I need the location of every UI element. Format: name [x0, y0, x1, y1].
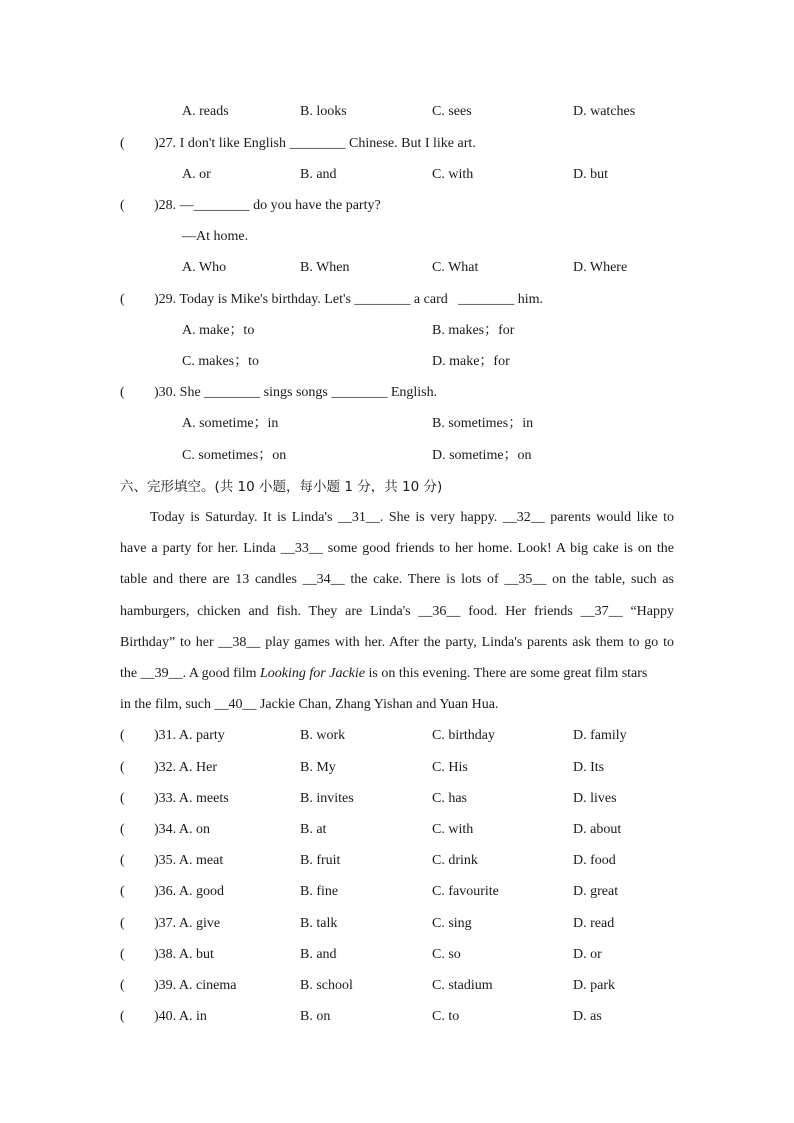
- cloze-option-b: B. fine: [300, 884, 339, 899]
- cloze-option-c: C. stadium: [432, 978, 493, 993]
- cloze-option-c: C. has: [432, 791, 467, 806]
- answer-paren: (: [120, 728, 125, 743]
- q26-option-d: D. watches: [573, 104, 636, 119]
- cloze-option-a: )31. A. party: [154, 728, 225, 743]
- cloze-option-a: )36. A. good: [154, 884, 224, 899]
- answer-paren: (: [120, 198, 125, 213]
- q28-option-a: A. Who: [182, 260, 227, 275]
- cloze-option-b: B. My: [300, 760, 336, 775]
- answer-paren: (: [120, 853, 125, 868]
- passage-line-6: [120, 664, 674, 684]
- cloze-option-d: D. food: [573, 853, 616, 868]
- passage-line-7: in the film, such __40__ Jackie Chan, Zhang Yishan and Yuan Hua.: [120, 697, 499, 712]
- q30-option-d: D. sometime；on: [432, 448, 532, 463]
- cloze-option-b: B. at: [300, 822, 327, 837]
- q28-option-d: D. Where: [573, 260, 628, 275]
- q27-option-a: A. or: [182, 167, 211, 182]
- answer-paren: (: [120, 1009, 125, 1024]
- passage-line-4: hamburgers, chicken and fish. They are Linda's __36__ food. Her friends __37__ “Happy: [120, 604, 674, 619]
- answer-paren: (: [120, 791, 125, 806]
- q29-option-b: B. makes；for: [432, 323, 515, 338]
- cloze-option-a: )38. A. but: [154, 947, 214, 962]
- q27-option-d: D. but: [573, 167, 608, 182]
- q28-option-c: C. What: [432, 260, 479, 275]
- cloze-option-b: B. on: [300, 1009, 331, 1024]
- answer-paren: (: [120, 884, 125, 899]
- q26-option-b: B. looks: [300, 104, 347, 119]
- answer-paren: (: [120, 136, 125, 151]
- cloze-option-d: D. family: [573, 728, 627, 743]
- cloze-option-a: )40. A. in: [154, 1009, 207, 1024]
- q29-stem: )29. Today is Mike's birthday. Let's ________ a card ________ him.: [154, 292, 544, 307]
- film-title: Looking for Jackie: [260, 666, 365, 681]
- passage-line-6-end: is on this evening. There are some great film stars: [364, 666, 648, 681]
- cloze-option-c: C. so: [432, 947, 461, 962]
- q30-option-c: C. sometimes；on: [182, 448, 287, 463]
- passage-line-6-start: the __39__. A good film: [120, 666, 260, 681]
- answer-paren: (: [120, 385, 125, 400]
- cloze-option-b: B. school: [300, 978, 353, 993]
- cloze-option-c: C. birthday: [432, 728, 495, 743]
- q29-option-a: A. make；to: [182, 323, 255, 338]
- answer-paren: (: [120, 822, 125, 837]
- cloze-option-b: B. talk: [300, 916, 338, 931]
- cloze-option-b: B. invites: [300, 791, 354, 806]
- cloze-option-c: C. sing: [432, 916, 472, 931]
- section-6-title: 六、完形填空。(共 10 小题，每小题 1 分，共 10 分): [120, 479, 443, 495]
- cloze-option-d: D. as: [573, 1009, 602, 1024]
- cloze-option-b: B. fruit: [300, 853, 341, 868]
- q28-answer: —At home.: [182, 229, 249, 244]
- answer-paren: (: [120, 947, 125, 962]
- passage-line-3: table and there are 13 candles __34__ the cake. There is lots of __35__ on the table, such as: [120, 572, 674, 587]
- cloze-option-c: C. His: [432, 760, 468, 775]
- cloze-option-c: C. favourite: [432, 884, 499, 899]
- q30-option-a: A. sometime；in: [182, 416, 279, 431]
- cloze-option-c: C. drink: [432, 853, 478, 868]
- q27-option-c: C. with: [432, 167, 474, 182]
- answer-paren: (: [120, 292, 125, 307]
- cloze-option-a: )34. A. on: [154, 822, 210, 837]
- q29-option-c: C. makes；to: [182, 354, 259, 369]
- answer-paren: (: [120, 978, 125, 993]
- cloze-option-d: D. Its: [573, 760, 605, 775]
- q27-stem: )27. I don't like English ________ Chinese. But I like art.: [154, 136, 476, 151]
- cloze-option-c: C. with: [432, 822, 474, 837]
- cloze-option-a: )32. A. Her: [154, 760, 217, 775]
- cloze-option-c: C. to: [432, 1009, 460, 1024]
- cloze-option-a: )37. A. give: [154, 916, 221, 931]
- q27-option-b: B. and: [300, 167, 337, 182]
- cloze-option-d: D. or: [573, 947, 602, 962]
- cloze-option-b: B. and: [300, 947, 337, 962]
- cloze-option-a: )39. A. cinema: [154, 978, 237, 993]
- q29-option-d: D. make；for: [432, 354, 510, 369]
- q30-option-b: B. sometimes；in: [432, 416, 534, 431]
- cloze-option-a: )33. A. meets: [154, 791, 229, 806]
- cloze-option-d: D. great: [573, 884, 619, 899]
- q26-option-c: C. sees: [432, 104, 472, 119]
- passage-line-5: Birthday” to her __38__ play games with her. After the party, Linda's parents ask them to go to: [120, 635, 674, 650]
- q28-option-b: B. When: [300, 260, 350, 275]
- cloze-option-a: )35. A. meat: [154, 853, 224, 868]
- passage-line-1: Today is Saturday. It is Linda's __31__. She is very happy. __32__ parents would like to: [150, 510, 674, 525]
- cloze-option-d: D. lives: [573, 791, 617, 806]
- cloze-option-d: D. about: [573, 822, 622, 837]
- answer-paren: (: [120, 760, 125, 775]
- cloze-option-d: D. park: [573, 978, 615, 993]
- cloze-option-b: B. work: [300, 728, 346, 743]
- passage-line-2: have a party for her. Linda __33__ some good friends to her home. Look! A big cake is on the: [120, 541, 674, 556]
- answer-paren: (: [120, 916, 125, 931]
- q26-option-a: A. reads: [182, 104, 229, 119]
- q30-stem: )30. She ________ sings songs ________ English.: [154, 385, 438, 400]
- cloze-option-d: D. read: [573, 916, 615, 931]
- q28-stem: )28. —________ do you have the party?: [154, 198, 381, 213]
